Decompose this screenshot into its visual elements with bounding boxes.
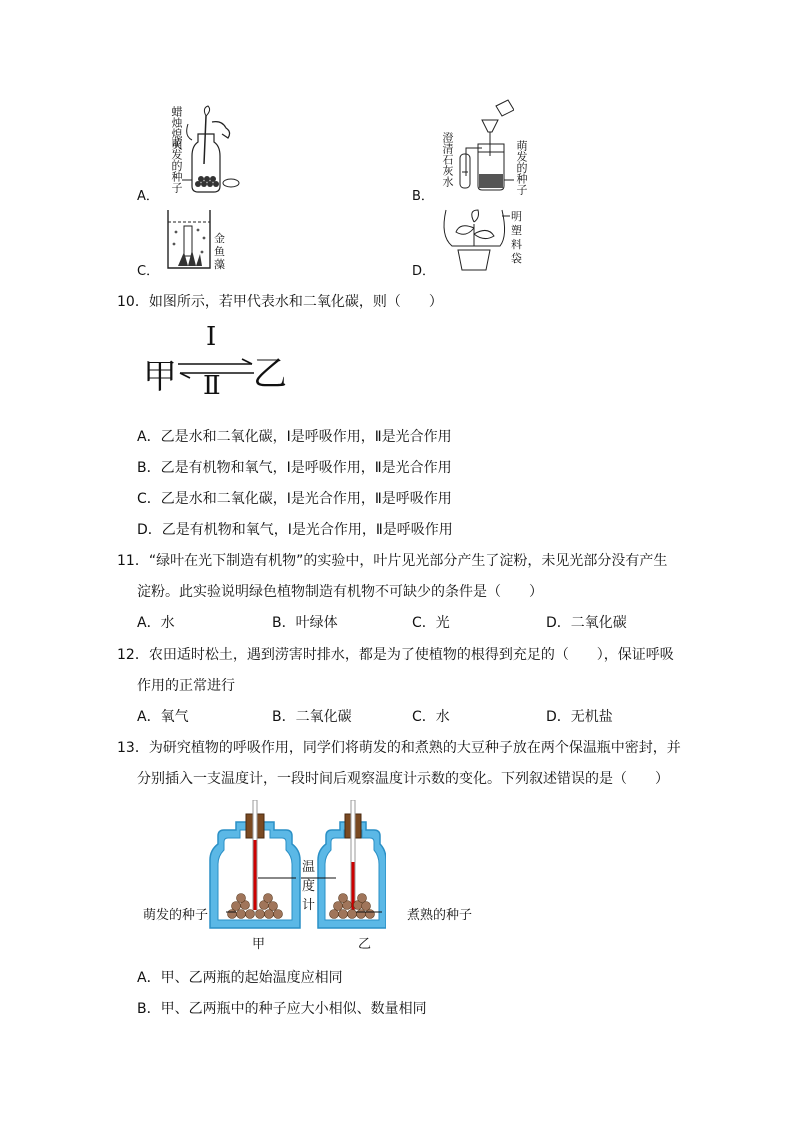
option-a-letter: A．: [137, 189, 159, 204]
fig-a-label-seeds: 萌发的种子: [170, 138, 183, 193]
label-bottle-yi: 乙: [358, 937, 372, 952]
jar-lid: [222, 178, 240, 188]
diagram-right-label: 乙: [253, 354, 287, 394]
q10-option-c[interactable]: C．乙是水和二氧化碳，Ⅰ是光合作用，Ⅱ是呼吸作用: [137, 491, 452, 507]
q12-stem-line1: 12．农田适时松土，遇到涝害时排水，都是为了使植物的根得到充足的（ ），保证呼吸: [117, 647, 674, 663]
label-thermometer: 温度计: [302, 860, 316, 913]
q12-option-a[interactable]: A．氧气: [137, 709, 189, 725]
label-bottle-jia: 甲: [252, 937, 266, 952]
option-c-letter: C．: [137, 264, 160, 279]
q11-option-a[interactable]: A．水: [137, 615, 175, 631]
q10-option-d[interactable]: D．乙是有机物和氧气，Ⅰ是光合作用，Ⅱ是呼吸作用: [137, 522, 453, 538]
q13-stem-line2: 分别插入一支温度计，一段时间后观察温度计示数的变化。下列叙述错误的是（ ）: [137, 771, 669, 787]
beaker-with-waterweed-illustration: [164, 208, 214, 272]
fig-b-label-limewater: 澄清石灰水: [441, 132, 454, 187]
q11-stem-line1: 11．“绿叶在光下制造有机物”的实验中，叶片见光部分产生了淀粉，未见光部分没有产生: [117, 553, 668, 569]
bottle-right: [318, 800, 386, 928]
q11-option-b[interactable]: B．叶绿体: [272, 615, 338, 631]
q10-option-b[interactable]: B．乙是有机物和氧气，Ⅰ是呼吸作用，Ⅱ是光合作用: [137, 460, 452, 476]
q11-stem-line2: 淀粉。此实验说明绿色植物制造有机物不可缺少的条件是（ ）: [137, 584, 543, 600]
q10-option-a[interactable]: A．乙是水和二氧化碳，Ⅰ是呼吸作用，Ⅱ是光合作用: [137, 429, 452, 445]
q12-option-b[interactable]: B．二氧化碳: [272, 709, 352, 725]
q10-stem: 10．如图所示，若甲代表水和二氧化碳，则（ ）: [117, 294, 443, 310]
q11-option-c[interactable]: C．光: [412, 615, 450, 631]
option-b-letter: B．: [412, 189, 434, 204]
fig-d-label-bag: 明塑料袋: [511, 210, 522, 265]
potted-plant-in-bag-illustration: [438, 206, 510, 272]
thermos-bottles-illustration: [196, 800, 386, 934]
fig-b-label-seeds: 萌发的种子: [515, 140, 528, 195]
label-cooked-seeds: 煮熟的种子: [407, 908, 473, 923]
q11-option-d[interactable]: D．二氧化碳: [546, 615, 627, 631]
q13-option-a[interactable]: A．甲、乙两瓶的起始温度应相同: [137, 970, 343, 986]
diagram-bottom-label: Ⅱ: [203, 371, 221, 401]
option-d-letter: D．: [412, 264, 436, 279]
bottle-left: [210, 800, 300, 928]
q12-stem-line2: 作用的正常进行: [137, 678, 235, 694]
diagram-top-label: Ⅰ: [206, 322, 217, 352]
label-germinating-seeds: 萌发的种子: [143, 908, 209, 923]
q13-stem-line1: 13．为研究植物的呼吸作用，同学们将萌发的和煮熟的大豆种子放在两个保温瓶中密封，并: [117, 740, 681, 756]
fig-c-label-waterweed: 金鱼藻: [214, 232, 225, 271]
diagram-left-label: 甲: [143, 357, 177, 397]
reversible-arrows: [176, 358, 256, 380]
fig-a-label-candle: 蜡烛熄灭: [170, 106, 183, 150]
q12-option-c[interactable]: C．水: [412, 709, 450, 725]
q12-option-d[interactable]: D．无机盐: [546, 709, 613, 725]
limewater-apparatus-illustration: [452, 98, 514, 194]
q13-option-b[interactable]: B．甲、乙两瓶中的种子应大小相似、数量相同: [137, 1001, 427, 1017]
